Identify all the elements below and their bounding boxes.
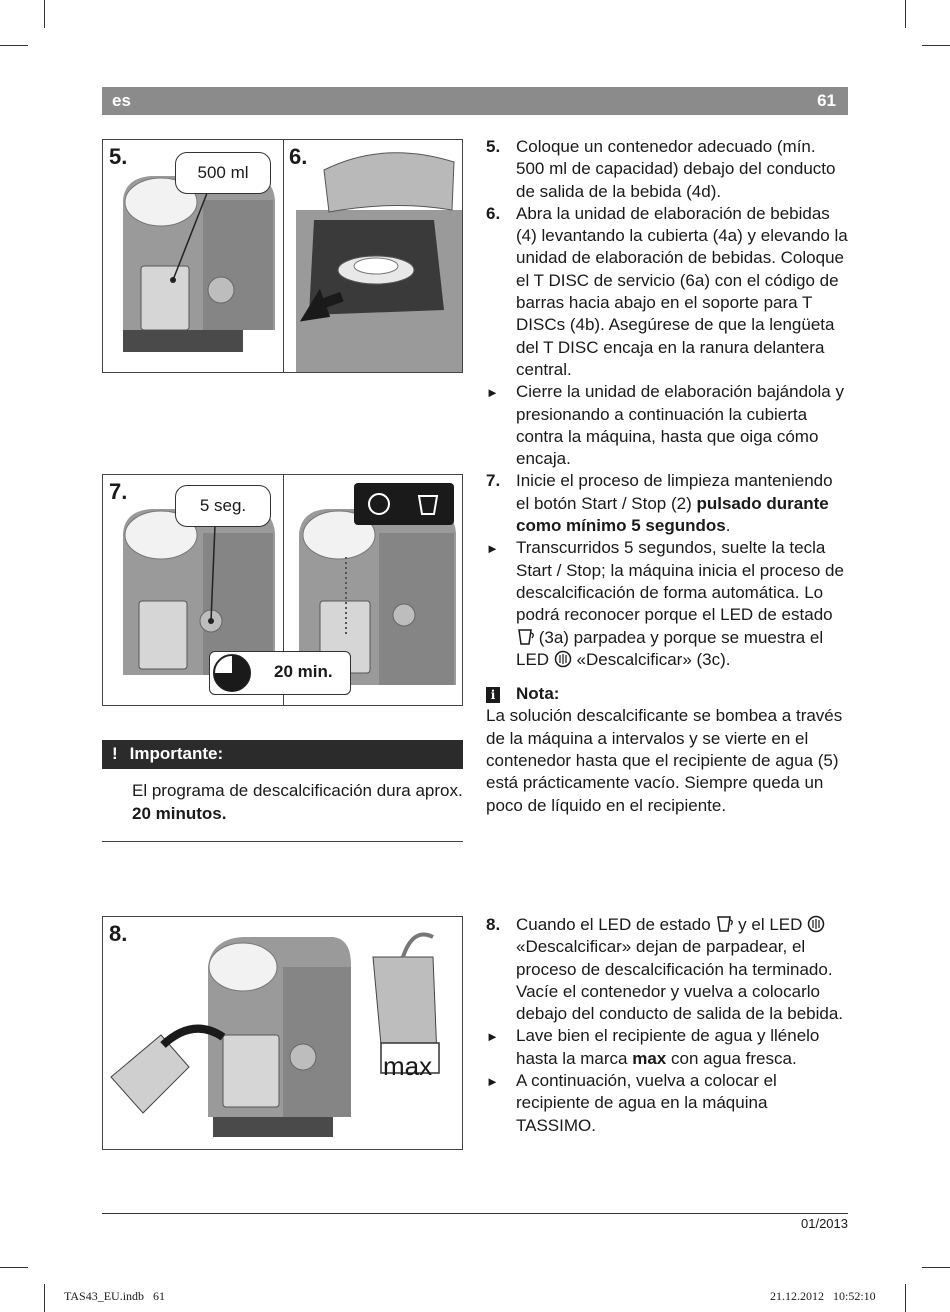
clock-icon — [212, 653, 252, 693]
important-text: El programa de descalcificación dura aprox. — [132, 781, 463, 800]
bullet-7-text: ► Transcurridos 5 segundos, suelte la tecla Start / Stop; la máquina inicia el proceso de descalcificación de forma automática. Lo podrá reconocer porque el LED de estado (3a) parpadea y porque se muestra el LED «Descalcificar» (3c). — [486, 538, 844, 669]
info-icon: i — [486, 687, 500, 703]
crop-mark — [0, 1267, 28, 1268]
max-mark-label: max — [383, 1051, 433, 1081]
illustration-panel-7 — [102, 474, 463, 706]
duration-callout — [175, 485, 271, 527]
arrow-icon: ► — [486, 1074, 499, 1090]
step-number-6: 6. — [289, 144, 308, 169]
crop-mark — [922, 1267, 950, 1268]
illustration-brewing-unit-step6 — [284, 140, 463, 373]
step-5-text: 5. Coloque un contenedor adecuado (mín. 500 ml de capacidad) debajo del conducto de salida de la bebida (4d). — [486, 137, 836, 201]
volume-label: 500 ml — [197, 163, 249, 182]
bullet-6-text: ► Cierre la unidad de elaboración bajándola y presionando a continuación la cubierta contra la máquina, hasta que oiga cómo encaja. — [486, 382, 844, 469]
illustration-panel-5-6 — [102, 139, 463, 373]
timer-label: 20 min. — [274, 662, 333, 681]
crop-mark — [905, 0, 906, 28]
arrow-icon: ► — [486, 1029, 499, 1045]
bullet-8a-text: ► Lave bien el recipiente de agua y llénelo hasta la marca max con agua fresca. — [486, 1026, 820, 1068]
footer-date: 01/2013 — [801, 1216, 848, 1231]
instructions-column-bottom — [486, 914, 848, 1137]
instructions-column-top — [486, 136, 848, 817]
print-slug-timestamp: 21.12.2012 10:52:10 — [770, 1289, 876, 1303]
step-7-text: 7. Inicie el proceso de limpieza manteniendo el botón Start / Stop (2) pulsado durante como mínimo 5 segundos. — [486, 471, 833, 536]
step-marker: 7. — [486, 471, 501, 491]
arrow-icon: ► — [486, 385, 499, 401]
step-number-7: 7. — [109, 479, 128, 504]
volume-callout — [175, 152, 271, 194]
crop-mark — [922, 45, 950, 46]
illustration-panel-8 — [102, 916, 463, 1150]
crop-mark — [44, 1284, 45, 1312]
crop-mark — [44, 0, 45, 28]
step-marker: 6. — [486, 203, 501, 223]
important-body — [102, 769, 463, 825]
duration-label: 5 seg. — [199, 496, 247, 515]
print-slug-file: TAS43_EU.indb 61 — [64, 1289, 166, 1303]
page-number: 61 — [817, 91, 836, 110]
step-6-text: 6. Abra la unidad de elaboración de bebidas (4) levantando la cubierta (4a) y elevando la unidad de elaboración de bebidas. Coloque el T DISC de servicio (6a) con el código de barras hacia abajo en el soporte para T DISCs (4b). Asegúrese de que la lengüeta del T DISC encaja en la ranura delantera central. — [486, 203, 848, 379]
step-8-text: 8. Cuando el LED de estado y el LED «Descalcificar» dejan de parpadear, el proceso de descalcificación ha terminado. Vacíe el contenedor y vuelva a colocarlo debajo del conducto de salida de la bebida. — [486, 915, 844, 1024]
page-header — [102, 87, 848, 115]
bullet-8b-text: ► A continuación, vuelva a colocar el recipiente de agua en la máquina TASSIMO. — [486, 1071, 777, 1135]
language-code: es — [112, 91, 131, 110]
arrow-icon: ► — [486, 541, 499, 557]
descale-icon — [807, 915, 825, 933]
important-title: Importante: — [129, 744, 224, 763]
illustration-machine-step8 — [103, 917, 463, 1150]
crop-mark — [0, 45, 28, 46]
cup-icon — [715, 915, 733, 933]
step-number-8: 8. — [109, 921, 128, 946]
important-box — [102, 740, 463, 842]
important-duration: 20 minutos. — [132, 804, 227, 823]
crop-mark — [905, 1284, 906, 1312]
cup-icon — [516, 628, 534, 646]
note-text: La solución descalcificante se bombea a través de la máquina a intervalos y se vierte en el contenedor hasta que el recipiente de agua (5) está prácticamente vacío. Siempre queda un poco de líquido en el recipiente. — [486, 706, 843, 815]
step-marker: 8. — [486, 915, 501, 934]
footer-rule — [102, 1213, 848, 1214]
important-header — [102, 740, 463, 769]
descale-icon — [554, 650, 572, 668]
timer-callout — [209, 651, 351, 695]
note-header: i Nota: — [486, 683, 848, 705]
step-marker: 5. — [486, 137, 501, 156]
step-number-5: 5. — [109, 144, 128, 169]
exclamation-icon: ! — [112, 744, 118, 763]
